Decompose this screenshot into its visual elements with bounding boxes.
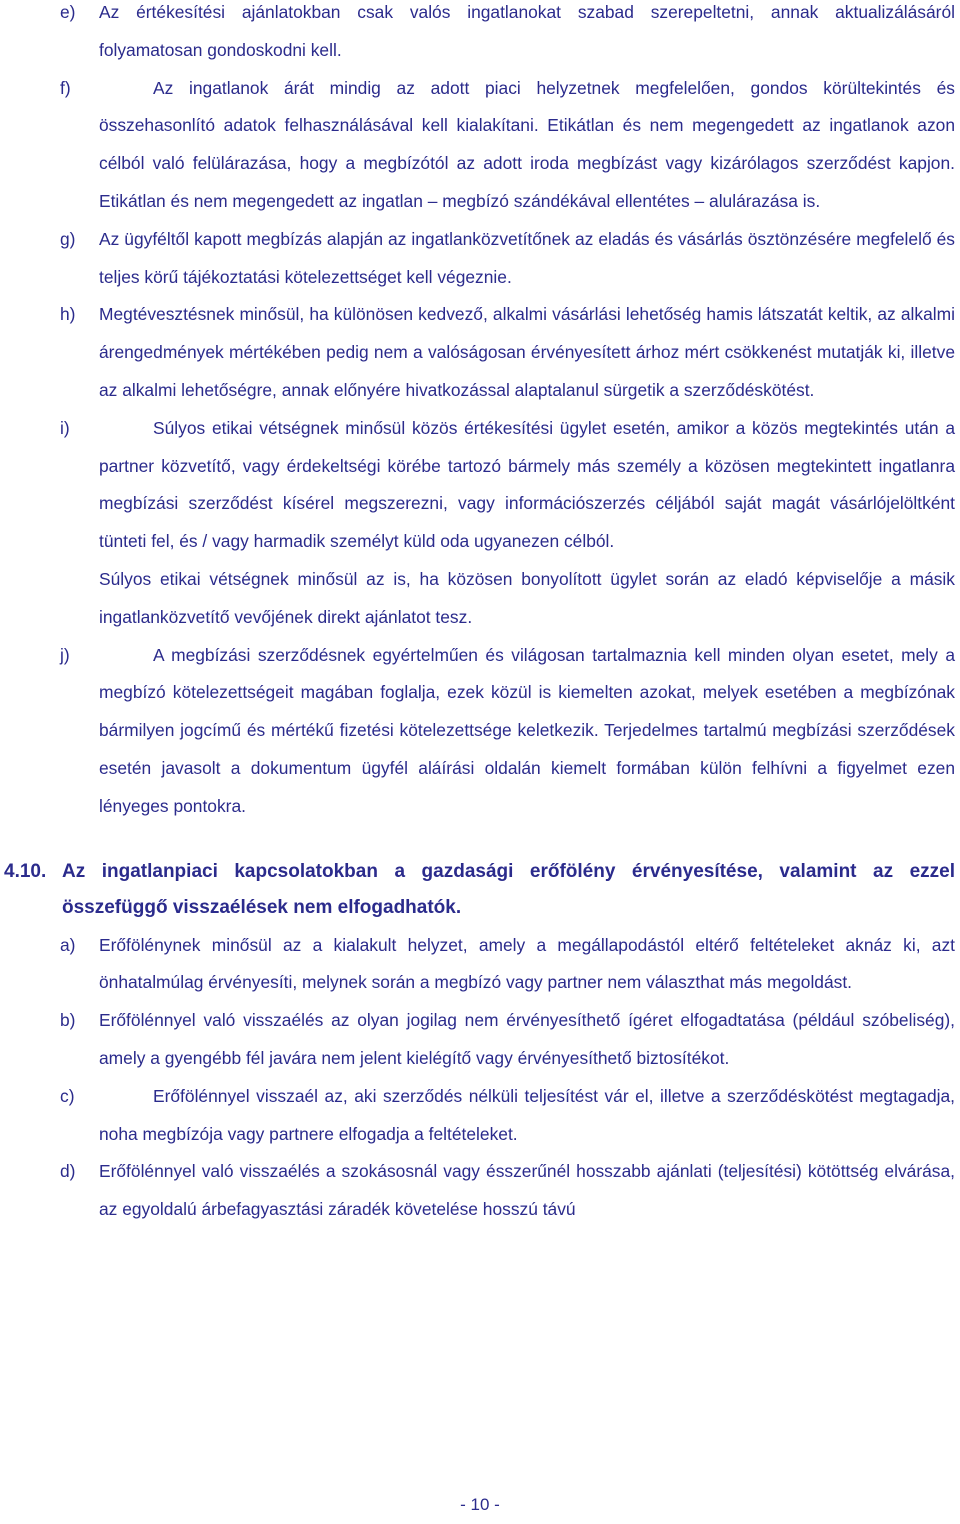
item-text: Az ingatlanok árát mindig az adott piaci helyzetnek megfelelően, gondos körültekintés és összehasonlító adatok felhasználásával kell kialakítani. Etikátlan és nem megengedett az ingatlanok azon célból való felülárazása, hogy a megbízótól az adott iroda megbízást vagy kizárólagos szerződést kapjon. Etikátlan és nem megengedett az ingatlan – megbízó szándékával ellentétes – alulárazása is.: [99, 77, 955, 211]
item-text: Az ügyféltől kapott megbízás alapján az ingatlanközvetítőnek az eladás és vásárlás ösztönzésére megfelelő és teljes körű tájékoztatási kötelezettséget kell végeznie.: [99, 228, 955, 287]
item-text: Az értékesítési ajánlatokban csak valós ingatlanokat szabad szerepeltetni, annak aktualizálásáról folyamatosan gondoskodni kell.: [99, 2, 955, 60]
item-label: e): [60, 2, 76, 22]
section-number: 4.10.: [4, 860, 47, 882]
item-h: [0, 296, 960, 409]
item-label: d): [60, 1161, 76, 1182]
section-heading: [0, 854, 960, 927]
item-text: Súlyos etikai vétségnek minősül közös értékesítési ügylet esetén, amikor a közös megtekintés után a partner közvetítő, vagy érdekeltségi körébe tartozó bármely más személy a közösen megtekintett ingatlanra megbízási szerződést kísérel megszerezni, vagy információszerzés céljából saját magát vásárlójelöltként tünteti fel, és / vagy harmadik személyt küld oda ugyanezen célból.: [99, 417, 955, 552]
item-e: [0, 0, 960, 70]
item-label: c): [60, 1085, 75, 1106]
item-d: [0, 1153, 960, 1229]
item-f: [0, 70, 960, 221]
item-text: Erőfölénnyel visszaél az, aki szerződés nélküli teljesítést vár el, illetve a szerződéskötést megtagadja, noha megbízója vagy partnere elfogadja a feltételeket.: [99, 1085, 955, 1144]
page-number: - 10 -: [460, 1495, 500, 1514]
item-b: [0, 1002, 960, 1078]
item-c: [0, 1078, 960, 1154]
item-text: Súlyos etikai vétségnek minősül az is, ha közösen bonyolított ügylet során az eladó képviselője a másik ingatlanközvetítő vevőjének direkt ajánlatot tesz.: [99, 568, 955, 627]
item-text: Megtévesztésnek minősül, ha különösen kedvező, alkalmi vásárlási lehetőség hamis látszatát keltik, az alkalmi árengedmények mértékében pedig nem a valóságosan érvényesített árhoz mért csökkenést mutatják ki, illetve az alkalmi lehetőségre, annak előnyére hivatkozással alaptalanul sürgetik a szerződéskötést.: [99, 304, 955, 400]
item-text: Erőfölénnyel való visszaélés az olyan jogilag nem érvényesíthető ígéret elfogadtatása (például szóbeliség), amely a gyengébb fél javára nem jelent kielégítő vagy érvényesíthető biztosítékot.: [99, 1010, 955, 1068]
item-label: b): [60, 1010, 76, 1031]
item-i: [0, 410, 960, 561]
item-text: A megbízási szerződésnek egyértelműen és világosan tartalmaznia kell minden olyan esetet, mely a megbízó kötelezettségeit magában foglalja, ezek közül is kiemelten azokat, melyek esetében a megbízónak bármilyen jogcímű és mértékű fizetési kötelezettsége keletkezik. Terjedelmes tartalmú megbízási szerződések esetén javasolt a dokumentum ügyfél aláírási oldalán kiemelt formában külön felhívni a figyelmet ezen lényeges pontokra.: [99, 644, 955, 816]
item-label: f): [60, 77, 71, 98]
item-text: Erőfölénnyel való visszaélés a szokásosnál vagy ésszerűnél hosszabb ajánlati (teljesítési) kötöttség elvárása, az egyoldalú árbefagyasztási záradék követelése hosszú távú: [99, 1161, 955, 1220]
item-label: g): [60, 228, 76, 249]
item-text: Erőfölénynek minősül az a kialakult helyzet, amely a megállapodástól eltérő feltételeket aknáz ki, azt önhatalmúlag érvényesíti, melynek során a megbízó vagy partner nem választhat más megoldást.: [99, 934, 955, 993]
item-i-continuation: [0, 561, 960, 637]
item-a: [0, 927, 960, 1003]
item-label: h): [60, 304, 76, 325]
item-label: a): [60, 934, 76, 955]
item-label: i): [60, 417, 70, 438]
item-j: [0, 637, 960, 826]
item-label: j): [60, 644, 70, 665]
section-title: Az ingatlanpiaci kapcsolatokban a gazdasági erőfölény érvényesítése, valamint az ezzel összefüggő visszaélések nem elfogadhatók.: [62, 860, 955, 919]
item-g: [0, 221, 960, 297]
